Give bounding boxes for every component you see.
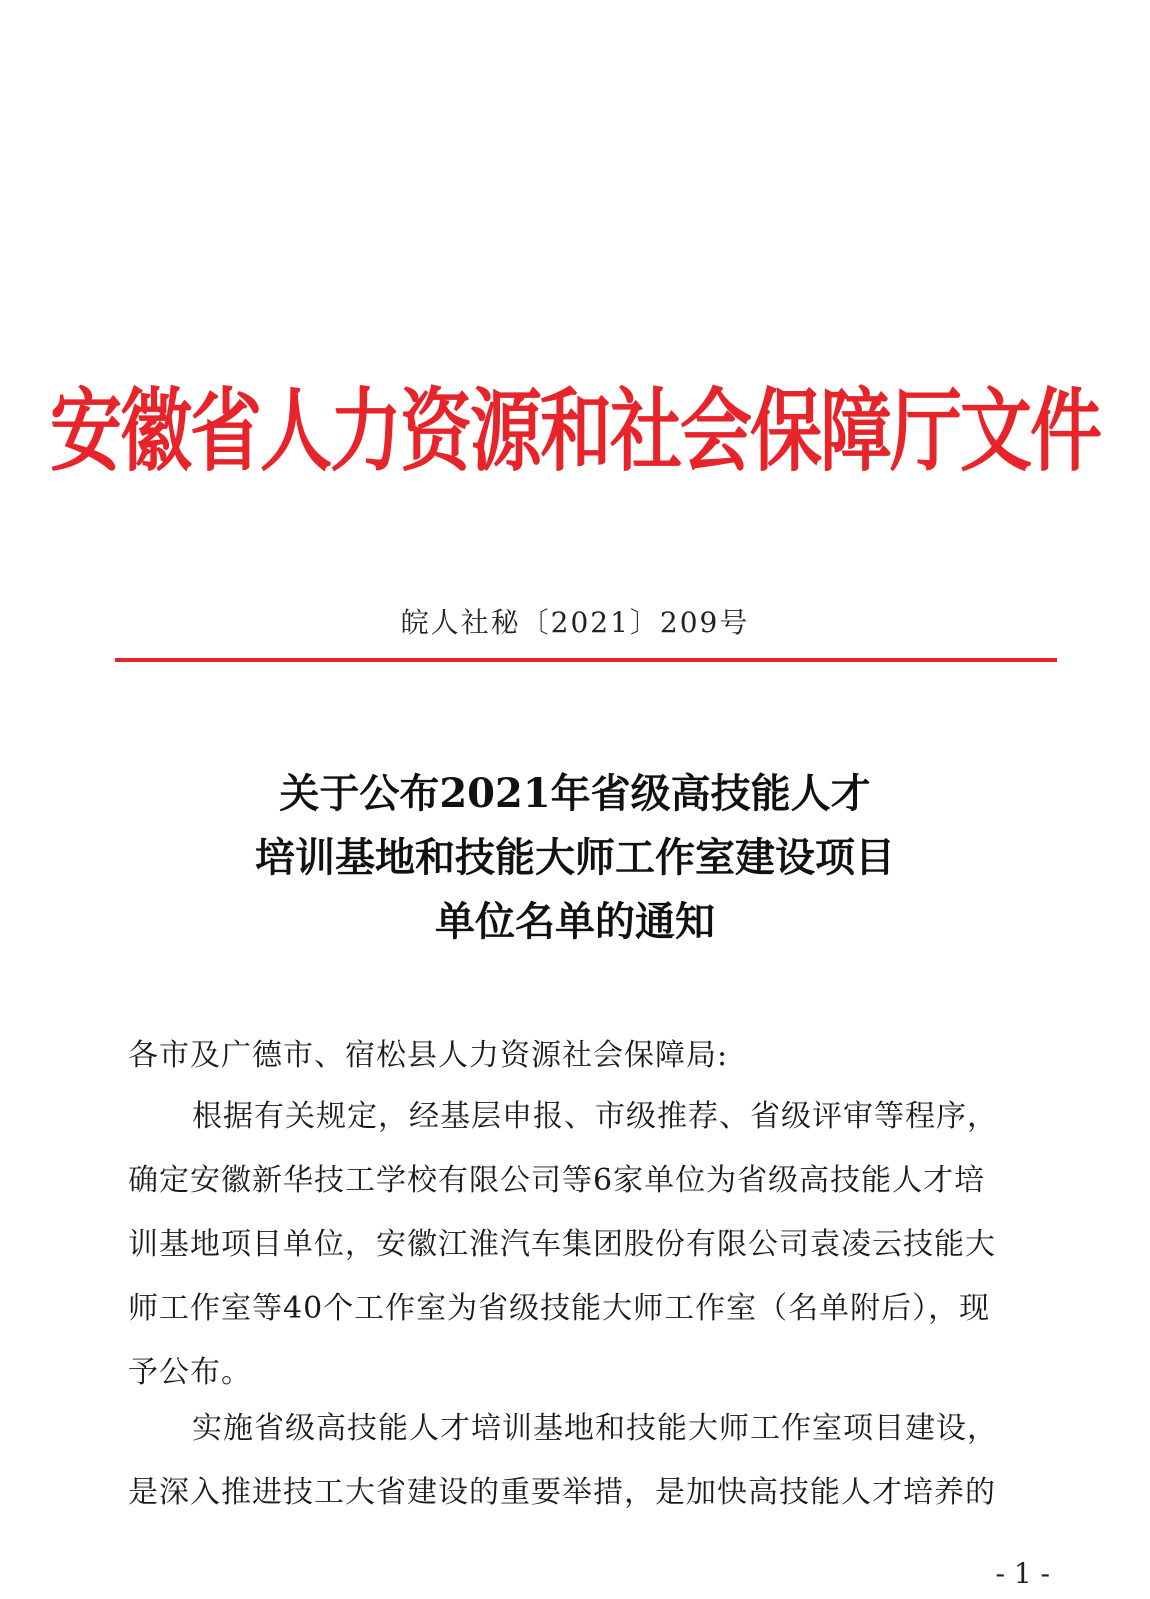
red-divider-line [115,658,1057,662]
salutation: 各市及广德市、宿松县人力资源社会保障局: [128,1038,729,1073]
issuer-header-title: 安徽省人力资源和社会保障厅文件 [49,378,1100,483]
body-paragraph-1 [128,1085,1052,1405]
notice-title-line: 关于公布2021年省级高技能人才 [279,770,871,817]
paragraph-line: 是深入推进技工大省建设的重要举措，是加快高技能人才培养的 [128,1475,996,1510]
paragraph-line: 予公布。 [128,1355,252,1390]
paragraph-line: 根据有关规定，经基层申报、市级推荐、省级评审等程序， [192,1099,998,1134]
notice-title-line: 培训基地和技能大师工作室建设项目 [255,834,895,881]
paragraph-line: 实施省级高技能人才培训基地和技能大师工作室项目建设， [192,1411,998,1446]
body-paragraph-2 [128,1397,1052,1525]
notice-title-line: 单位名单的通知 [435,898,715,945]
paragraph-line: 确定安徽新华技工学校有限公司等6家单位为省级高技能人才培 [128,1163,986,1198]
paragraph-line: 训基地项目单位，安徽江淮汽车集团股份有限公司袁凌云技能大 [128,1227,996,1262]
paragraph-line: 师工作室等40个工作室为省级技能大师工作室（名单附后），现 [128,1291,991,1326]
document-number: 皖人社秘〔2021〕209号 [400,606,750,639]
page-number: - 1 - [995,1557,1050,1590]
notice-title [0,762,1150,954]
